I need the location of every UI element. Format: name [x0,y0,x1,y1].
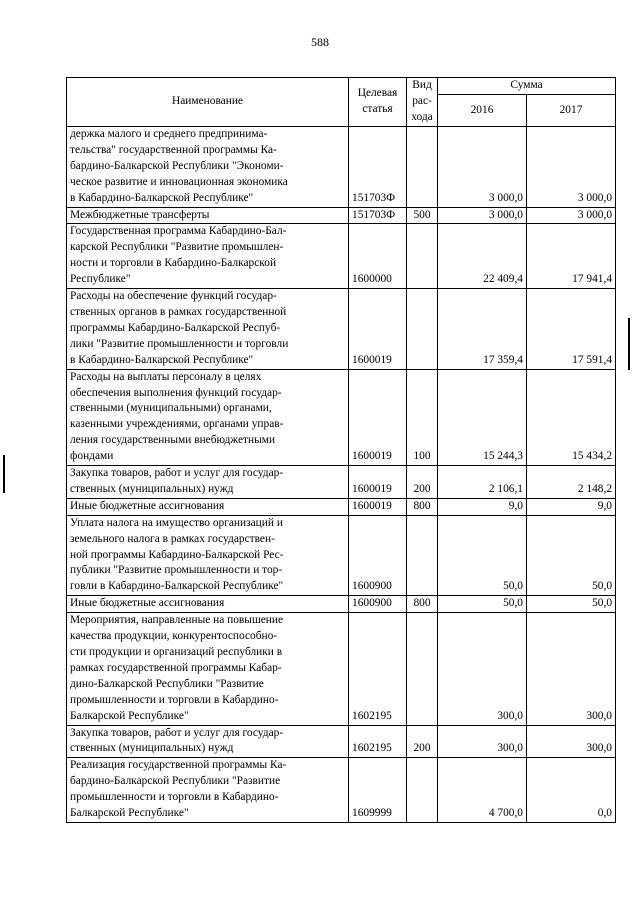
row-sum-2017: 0,0 [527,758,616,823]
scan-edge-mark [628,318,630,370]
row-sum-2016: 4 700,0 [438,758,527,823]
row-name-line: Закупка товаров, работ и услуг для государ- [70,467,284,480]
header-code [349,78,407,127]
row-sum-2016: 9,0 [438,498,527,515]
header-type-line: рас- [412,95,432,108]
table-row [67,127,616,208]
row-name-line: качества продукции, конкурентоспособно- [70,630,278,643]
row-name-line: ной программы Кабардино-Балкарской Рес- [70,548,284,561]
row-name-line: бардино-Балкарской Республики "Экономи- [70,159,284,172]
row-name [67,613,349,725]
row-code: 151703Ф [349,127,407,208]
row-name-line: обеспечения выполнения функций государ- [70,386,282,399]
row-name-line: ственных органов в рамках государственной [70,305,287,318]
row-sum-2017: 300,0 [527,613,616,725]
header-type-line: Вид [412,79,432,92]
row-code: 1602195 [349,725,407,758]
row-expense-type: 200 [407,466,438,499]
budget-table [66,77,616,823]
row-name-line: программы Кабардино-Балкарской Респуб- [70,321,281,334]
row-sum-2016: 3 000,0 [438,207,527,224]
row-code: 1600019 [349,289,407,370]
row-sum-2016: 50,0 [438,596,527,613]
row-code: 1609999 [349,758,407,823]
row-name [67,498,349,515]
row-expense-type: 200 [407,725,438,758]
row-name-line: Закупка товаров, работ и услуг для государ- [70,726,284,739]
header-year-2017: 2017 [527,95,616,127]
header-name: Наименование [67,78,349,127]
row-name-line: Иные бюджетные ассигнования [70,597,225,610]
row-expense-type [407,224,438,289]
row-name-line: в Кабардино-Балкарской Республике" [70,353,254,366]
table-row [67,515,616,596]
row-name-line: бардино-Балкарской Республики "Развитие [70,775,281,788]
row-name-line: ческое развитие и инновационная экономика [70,175,288,188]
row-name [67,725,349,758]
row-code: 1600000 [349,224,407,289]
table-row [67,498,616,515]
row-sum-2017: 50,0 [527,596,616,613]
row-sum-2016: 15 244,3 [438,369,527,465]
row-name-line: рамках государственной программы Кабар- [70,661,282,674]
row-name-line: Республике" [70,273,131,286]
row-name-line: говли в Кабардино-Балкарской Республике" [70,580,284,593]
row-name-line: сти продукции и организаций республики в [70,646,283,658]
row-name-line: Балкарской Республике" [70,807,189,820]
row-name [67,515,349,596]
row-expense-type: 100 [407,369,438,465]
row-name [67,466,349,499]
row-sum-2017: 3 000,0 [527,127,616,208]
row-name-line: Межбюджетные трансферты [70,208,210,221]
row-sum-2016: 17 359,4 [438,289,527,370]
row-name-line: публики "Развитие промышленности и тор- [70,564,283,577]
row-name-line: Расходы на выплаты персоналу в целях [70,370,262,383]
page-number: 588 [311,35,329,49]
row-sum-2017: 50,0 [527,515,616,596]
table-row [67,289,616,370]
row-code: 1602195 [349,613,407,725]
row-name-line: карской Республики "Развитие промышлен- [70,241,284,254]
row-code: 1600019 [349,466,407,499]
row-sum-2017: 15 434,2 [527,369,616,465]
header-year-2016: 2016 [438,95,527,127]
row-name [67,758,349,823]
row-sum-2016: 2 106,1 [438,466,527,499]
row-name-line: Уплата налога на имущество организаций и [70,516,283,529]
row-code: 151703Ф [349,207,407,224]
row-sum-2016: 3 000,0 [438,127,527,208]
scan-edge-mark [3,455,5,493]
row-expense-type [407,515,438,596]
row-name [67,596,349,613]
row-sum-2017: 17 591,4 [527,289,616,370]
row-name-line: Реализация государственной программы Ка- [70,759,287,772]
row-sum-2016: 22 409,4 [438,224,527,289]
row-code: 1600019 [349,498,407,515]
row-name-line: Мероприятия, направленные на повышение [70,614,284,627]
header-sum: Сумма [438,78,616,95]
header-code-line: статья [362,103,393,115]
row-name [67,224,349,289]
table-row [67,596,616,613]
row-expense-type: 800 [407,596,438,613]
row-sum-2017: 3 000,0 [527,207,616,224]
row-sum-2016: 300,0 [438,613,527,725]
row-name [67,127,349,208]
row-sum-2017: 17 941,4 [527,224,616,289]
row-code: 1600900 [349,596,407,613]
row-name-line: Балкарской Республике" [70,709,189,722]
row-name [67,289,349,370]
header-code-line: Целевая [357,87,398,100]
table-body [67,127,616,823]
row-expense-type: 800 [407,498,438,515]
row-name-line: фондами [70,450,114,463]
row-code: 1600019 [349,369,407,465]
row-name-line: ственных (муниципальных) нужд [70,482,234,495]
row-name-line: Иные бюджетные ассигнования [70,499,225,512]
table-row [67,613,616,725]
row-sum-2017: 300,0 [527,725,616,758]
row-name-line: ности и торговли в Кабардино-Балкарской [70,257,277,270]
header-type-line: хода [411,110,433,123]
row-name-line: Расходы на обеспечение функций государ- [70,290,277,303]
header-expense-type [407,78,438,127]
row-expense-type [407,613,438,725]
row-expense-type [407,758,438,823]
row-sum-2016: 300,0 [438,725,527,758]
row-name [67,207,349,224]
row-expense-type [407,127,438,208]
table-row [67,207,616,224]
row-name-line: земельного налога в рамках государствен- [70,532,275,545]
row-name-line: промышленности и торговли в Кабардино- [70,693,279,706]
row-name-line: в Кабардино-Балкарской Республике" [70,191,254,204]
row-sum-2017: 2 148,2 [527,466,616,499]
row-expense-type [407,289,438,370]
row-name-line: промышленности и торговли в Кабардино- [70,791,279,804]
row-name-line: казенными учреждениями, органами управ- [70,418,284,431]
table-row [67,466,616,499]
table-row [67,758,616,823]
row-sum-2016: 50,0 [438,515,527,596]
row-name-line: держка малого и среднего предпринима- [70,128,268,140]
row-name [67,369,349,465]
row-expense-type: 500 [407,207,438,224]
table-row [67,224,616,289]
row-name-line: дино-Балкарской Республики "Развитие [70,677,264,690]
row-name-line: ственных (муниципальных) нужд [70,742,234,755]
row-name-line: ления государственными внебюджетными [70,434,276,447]
row-code: 1600900 [349,515,407,596]
table-row [67,725,616,758]
table-row [67,369,616,465]
row-name-line: Государственная программа Кабардино-Бал- [70,225,287,238]
row-name-line: ственными (муниципальными) органами, [70,402,272,415]
row-name-line: лики "Развитие промышленности и торговли [70,337,289,350]
row-sum-2017: 9,0 [527,498,616,515]
row-name-line: тельства" государственной программы Ка- [70,143,277,156]
